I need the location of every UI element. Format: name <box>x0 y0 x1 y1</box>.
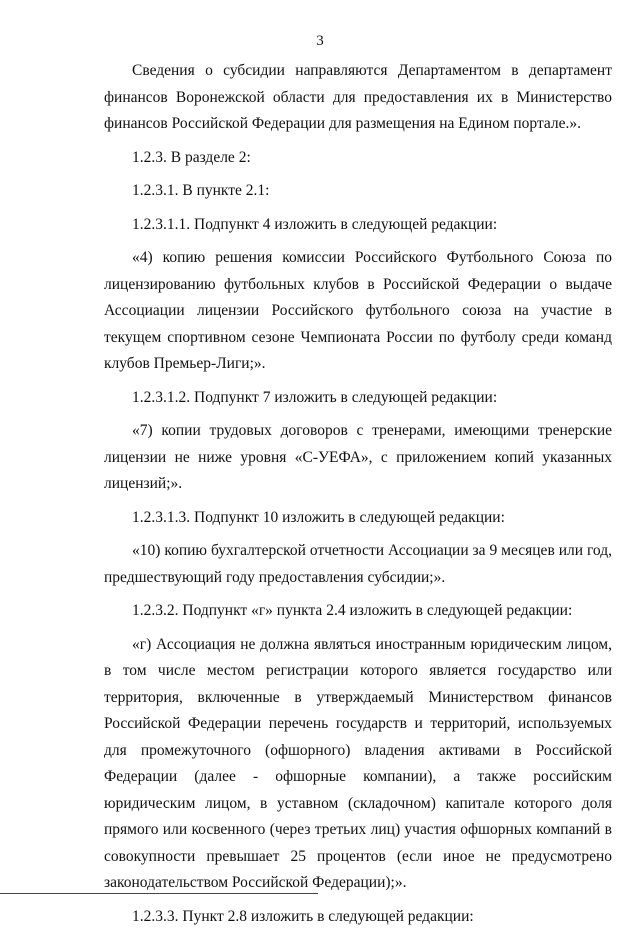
paragraph-section-1-2-3-1: 1.2.3.1. В пункте 2.1: <box>132 182 270 199</box>
paragraph-subitem-4: «4) копию решения комиссии Российского Футбольного Союза по лицензированию футбольных клубов в Российской Федерации о выдаче Ассоциации лицензии Российского футбольного союза на участие в текущем спортивном сезоне Чемпионата России по футболу среди команд клубов Премьер-Лиги;». <box>104 249 612 372</box>
paragraph-subitem-10: «10) копию бухгалтерской отчетности Ассоциации за 9 месяцев или год, предшествующий году предоставления субсидии;». <box>104 542 612 586</box>
paragraph-subsidy-info: Сведения о субсидии направляются Департаментом в департамент финансов Воронежской области для предоставления их в Министерство финансов Российской Федерации для размещения на Едином портале.». <box>104 62 612 132</box>
paragraph-section-1-2-3-1-1: 1.2.3.1.1. Подпункт 4 изложить в следующей редакции: <box>132 215 498 233</box>
page-number: 3 <box>316 33 324 49</box>
paragraph-section-1-2-3: 1.2.3. В разделе 2: <box>132 148 251 166</box>
paragraph-section-1-2-3-2: 1.2.3.2. Подпункт «г» пункта 2.4 изложить в следующей редакции: <box>132 602 573 619</box>
footer-divider <box>0 893 318 894</box>
paragraph-section-1-2-3-1-3: 1.2.3.1.3. Подпункт 10 изложить в следующей редакции: <box>132 508 505 526</box>
paragraph-section-1-2-3-3: 1.2.3.3. Пункт 2.8 изложить в следующей редакции: <box>132 907 474 925</box>
paragraph-section-1-2-3-1-2: 1.2.3.1.2. Подпункт 7 изложить в следующей редакции: <box>132 388 498 406</box>
paragraph-subitem-g: «г) Ассоциация не должна являться иностранным юридическим лицом, в том числе местом регистрации которого является государство или территория, включенные в утверждаемый Министерством финансов Российской Федерации перечень государств и территорий, используемых для промежуточного (офшорного) владения активами в Российской Федерации (далее - офшорные компании), а также российским юридическим лицом, в уставном (складочном) капитале которого доля прямого или косвенного (через третьих лиц) участия офшорных компаний в совокупности превышает 25 процентов (если иное не предусмотрено законодательством Российской Федерации);». <box>104 635 612 891</box>
document-body <box>104 58 612 937</box>
paragraph-subitem-7: «7) копии трудовых договоров с тренерами, имеющими тренерские лицензии не ниже уровня «С-УЕФА», с приложением копий указанных лицензий;». <box>104 422 612 492</box>
